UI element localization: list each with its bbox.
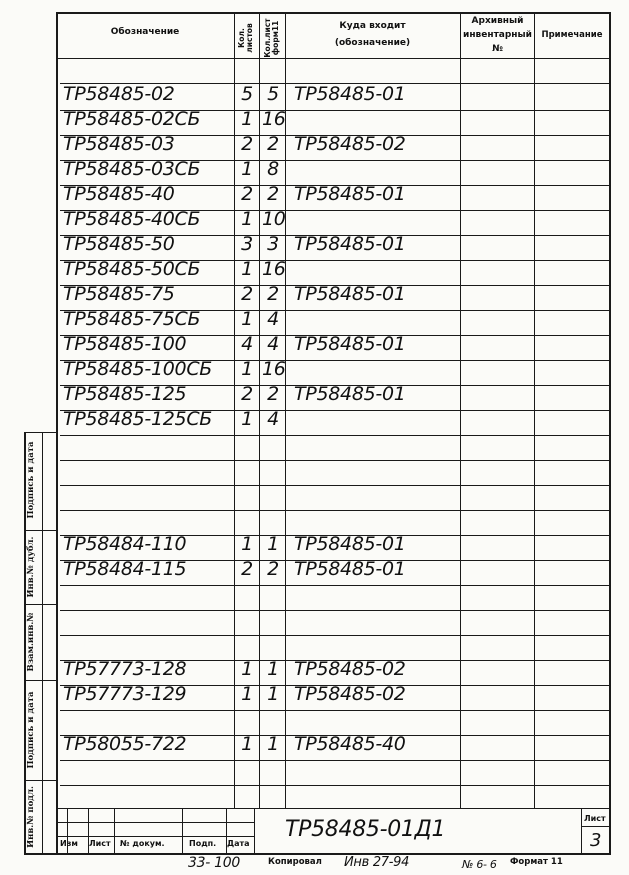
header-where-used: Куда входит (обозначение) <box>334 21 411 48</box>
row-designation: ТР58485-100 <box>63 333 187 355</box>
row-rule <box>60 435 609 436</box>
title-block-row-1 <box>56 822 254 823</box>
row-where-used: ТР58485-01 <box>294 83 406 105</box>
row-sheets: 5 <box>241 83 253 105</box>
tb-col-4 <box>182 808 183 853</box>
row-sheets: 4 <box>241 333 253 355</box>
side-sign-date-1: Подпись и дата <box>26 441 36 519</box>
header-copies-count: Кол.лист форм11 <box>263 18 280 58</box>
row-copies: 16 <box>262 258 286 280</box>
row-copies: 1 <box>267 683 279 705</box>
row-designation: ТР58485-40 <box>63 183 175 205</box>
row-designation: ТР57773-128 <box>63 658 187 680</box>
row-copies: 16 <box>262 108 286 130</box>
frame-bottom <box>24 853 609 855</box>
row-rule <box>60 635 609 636</box>
row-where-used: ТР58485-02 <box>294 658 406 680</box>
side-inv-podl: Инв.№ подл. <box>26 786 36 848</box>
footer-format: Формат 11 <box>510 857 563 867</box>
row-designation: ТР58485-50 <box>63 233 175 255</box>
title-block-sheet-divider <box>581 808 582 853</box>
row-copies: 2 <box>267 133 279 155</box>
side-vzam-inv: Взам.инв.№ <box>26 612 36 672</box>
tb-doc-no: № докум. <box>120 839 165 848</box>
header-rule <box>56 58 609 59</box>
row-where-used: ТР58485-01 <box>294 233 406 255</box>
row-designation: ТР57773-129 <box>63 683 187 705</box>
row-designation: ТР58485-50СБ <box>63 258 201 280</box>
tb-sheet-label: Лист <box>584 814 606 823</box>
strip-sep-2 <box>24 604 56 605</box>
header-notes: Примечание <box>541 30 603 40</box>
row-sheets: 2 <box>241 383 253 405</box>
row-copies: 1 <box>267 733 279 755</box>
row-designation: ТР58485-75 <box>63 283 175 305</box>
row-rule <box>60 785 609 786</box>
row-where-used: ТР58485-01 <box>294 283 406 305</box>
strip-sep-3 <box>24 680 56 681</box>
row-rule <box>60 760 609 761</box>
row-where-used: ТР58485-02 <box>294 683 406 705</box>
side-sign-date-2: Подпись и дата <box>26 691 36 769</box>
row-rule <box>60 510 609 511</box>
row-where-used: ТР58485-01 <box>294 533 406 555</box>
row-designation: ТР58484-110 <box>63 533 187 555</box>
row-rule <box>60 460 609 461</box>
tb-sheet-no: 3 <box>590 830 602 851</box>
row-copies: 4 <box>267 408 279 430</box>
row-sheets: 2 <box>241 283 253 305</box>
row-copies: 3 <box>267 233 279 255</box>
row-rule <box>60 710 609 711</box>
row-sheets: 2 <box>241 558 253 580</box>
row-copies: 2 <box>267 283 279 305</box>
footer-copied: Копировал <box>268 857 322 867</box>
row-sheets: 1 <box>241 533 253 555</box>
row-designation: ТР58485-40СБ <box>63 208 201 230</box>
row-sheets: 1 <box>241 158 253 180</box>
row-where-used: ТР58485-01 <box>294 558 406 580</box>
row-sheets: 3 <box>241 233 253 255</box>
footer-ref: № 6- 6 <box>462 858 497 871</box>
row-sheets: 2 <box>241 183 253 205</box>
row-sheets: 2 <box>241 133 253 155</box>
row-sheets: 1 <box>241 358 253 380</box>
frame-left <box>56 12 58 855</box>
row-designation: ТР58485-75СБ <box>63 308 201 330</box>
row-sheets: 1 <box>241 683 253 705</box>
row-sheets: 1 <box>241 733 253 755</box>
row-copies: 4 <box>267 308 279 330</box>
row-copies: 5 <box>267 83 279 105</box>
frame-right <box>609 12 611 855</box>
row-sheets: 1 <box>241 258 253 280</box>
side-inv-dubl: Инв.№ дубл. <box>26 536 36 598</box>
row-copies: 2 <box>267 558 279 580</box>
footer-handwritten: 33- 100 <box>188 855 240 871</box>
row-designation: ТР58485-100СБ <box>63 358 213 380</box>
tb-izm: Изм <box>60 839 78 848</box>
row-copies: 4 <box>267 333 279 355</box>
header-archive-no: Архивный инвентарный № <box>463 16 532 54</box>
row-copies: 1 <box>267 658 279 680</box>
row-designation: ТР58485-02 <box>63 83 175 105</box>
title-block-sheet-rule <box>581 826 609 827</box>
header-designation: Обозначение <box>110 27 180 37</box>
row-sheets: 1 <box>241 108 253 130</box>
row-designation: ТР58485-125СБ <box>63 408 213 430</box>
row-designation: ТР58055-722 <box>63 733 187 755</box>
row-rule <box>60 485 609 486</box>
row-sheets: 1 <box>241 308 253 330</box>
tb-podp: Подп. <box>189 839 217 848</box>
row-where-used: ТР58485-01 <box>294 183 406 205</box>
row-copies: 2 <box>267 183 279 205</box>
strip-divider <box>42 432 43 853</box>
tb-data: Дата <box>227 839 250 848</box>
row-designation: ТР58485-03СБ <box>63 158 201 180</box>
row-rule <box>60 610 609 611</box>
header-sheets-count: Кол. листов <box>237 23 254 53</box>
row-copies: 16 <box>262 358 286 380</box>
row-sheets: 1 <box>241 208 253 230</box>
row-where-used: ТР58485-02 <box>294 133 406 155</box>
tb-list: Лист <box>89 839 111 848</box>
row-where-used: ТР58485-01 <box>294 333 406 355</box>
row-copies: 8 <box>267 158 279 180</box>
tb-designation: ТР58485-01Д1 <box>285 817 446 842</box>
row-designation: ТР58484-115 <box>63 558 187 580</box>
row-designation: ТР58485-02СБ <box>63 108 201 130</box>
row-designation: ТР58485-03 <box>63 133 175 155</box>
row-sheets: 1 <box>241 658 253 680</box>
title-block-top <box>56 808 609 809</box>
row-rule <box>60 585 609 586</box>
row-copies: 1 <box>267 533 279 555</box>
title-block-row-2 <box>56 836 254 837</box>
row-copies: 10 <box>262 208 286 230</box>
footer-inv-note: Инв 27-94 <box>344 855 410 870</box>
row-copies: 2 <box>267 383 279 405</box>
row-designation: ТР58485-125 <box>63 383 187 405</box>
row-where-used: ТР58485-01 <box>294 383 406 405</box>
row-sheets: 1 <box>241 408 253 430</box>
row-where-used: ТР58485-40 <box>294 733 406 755</box>
